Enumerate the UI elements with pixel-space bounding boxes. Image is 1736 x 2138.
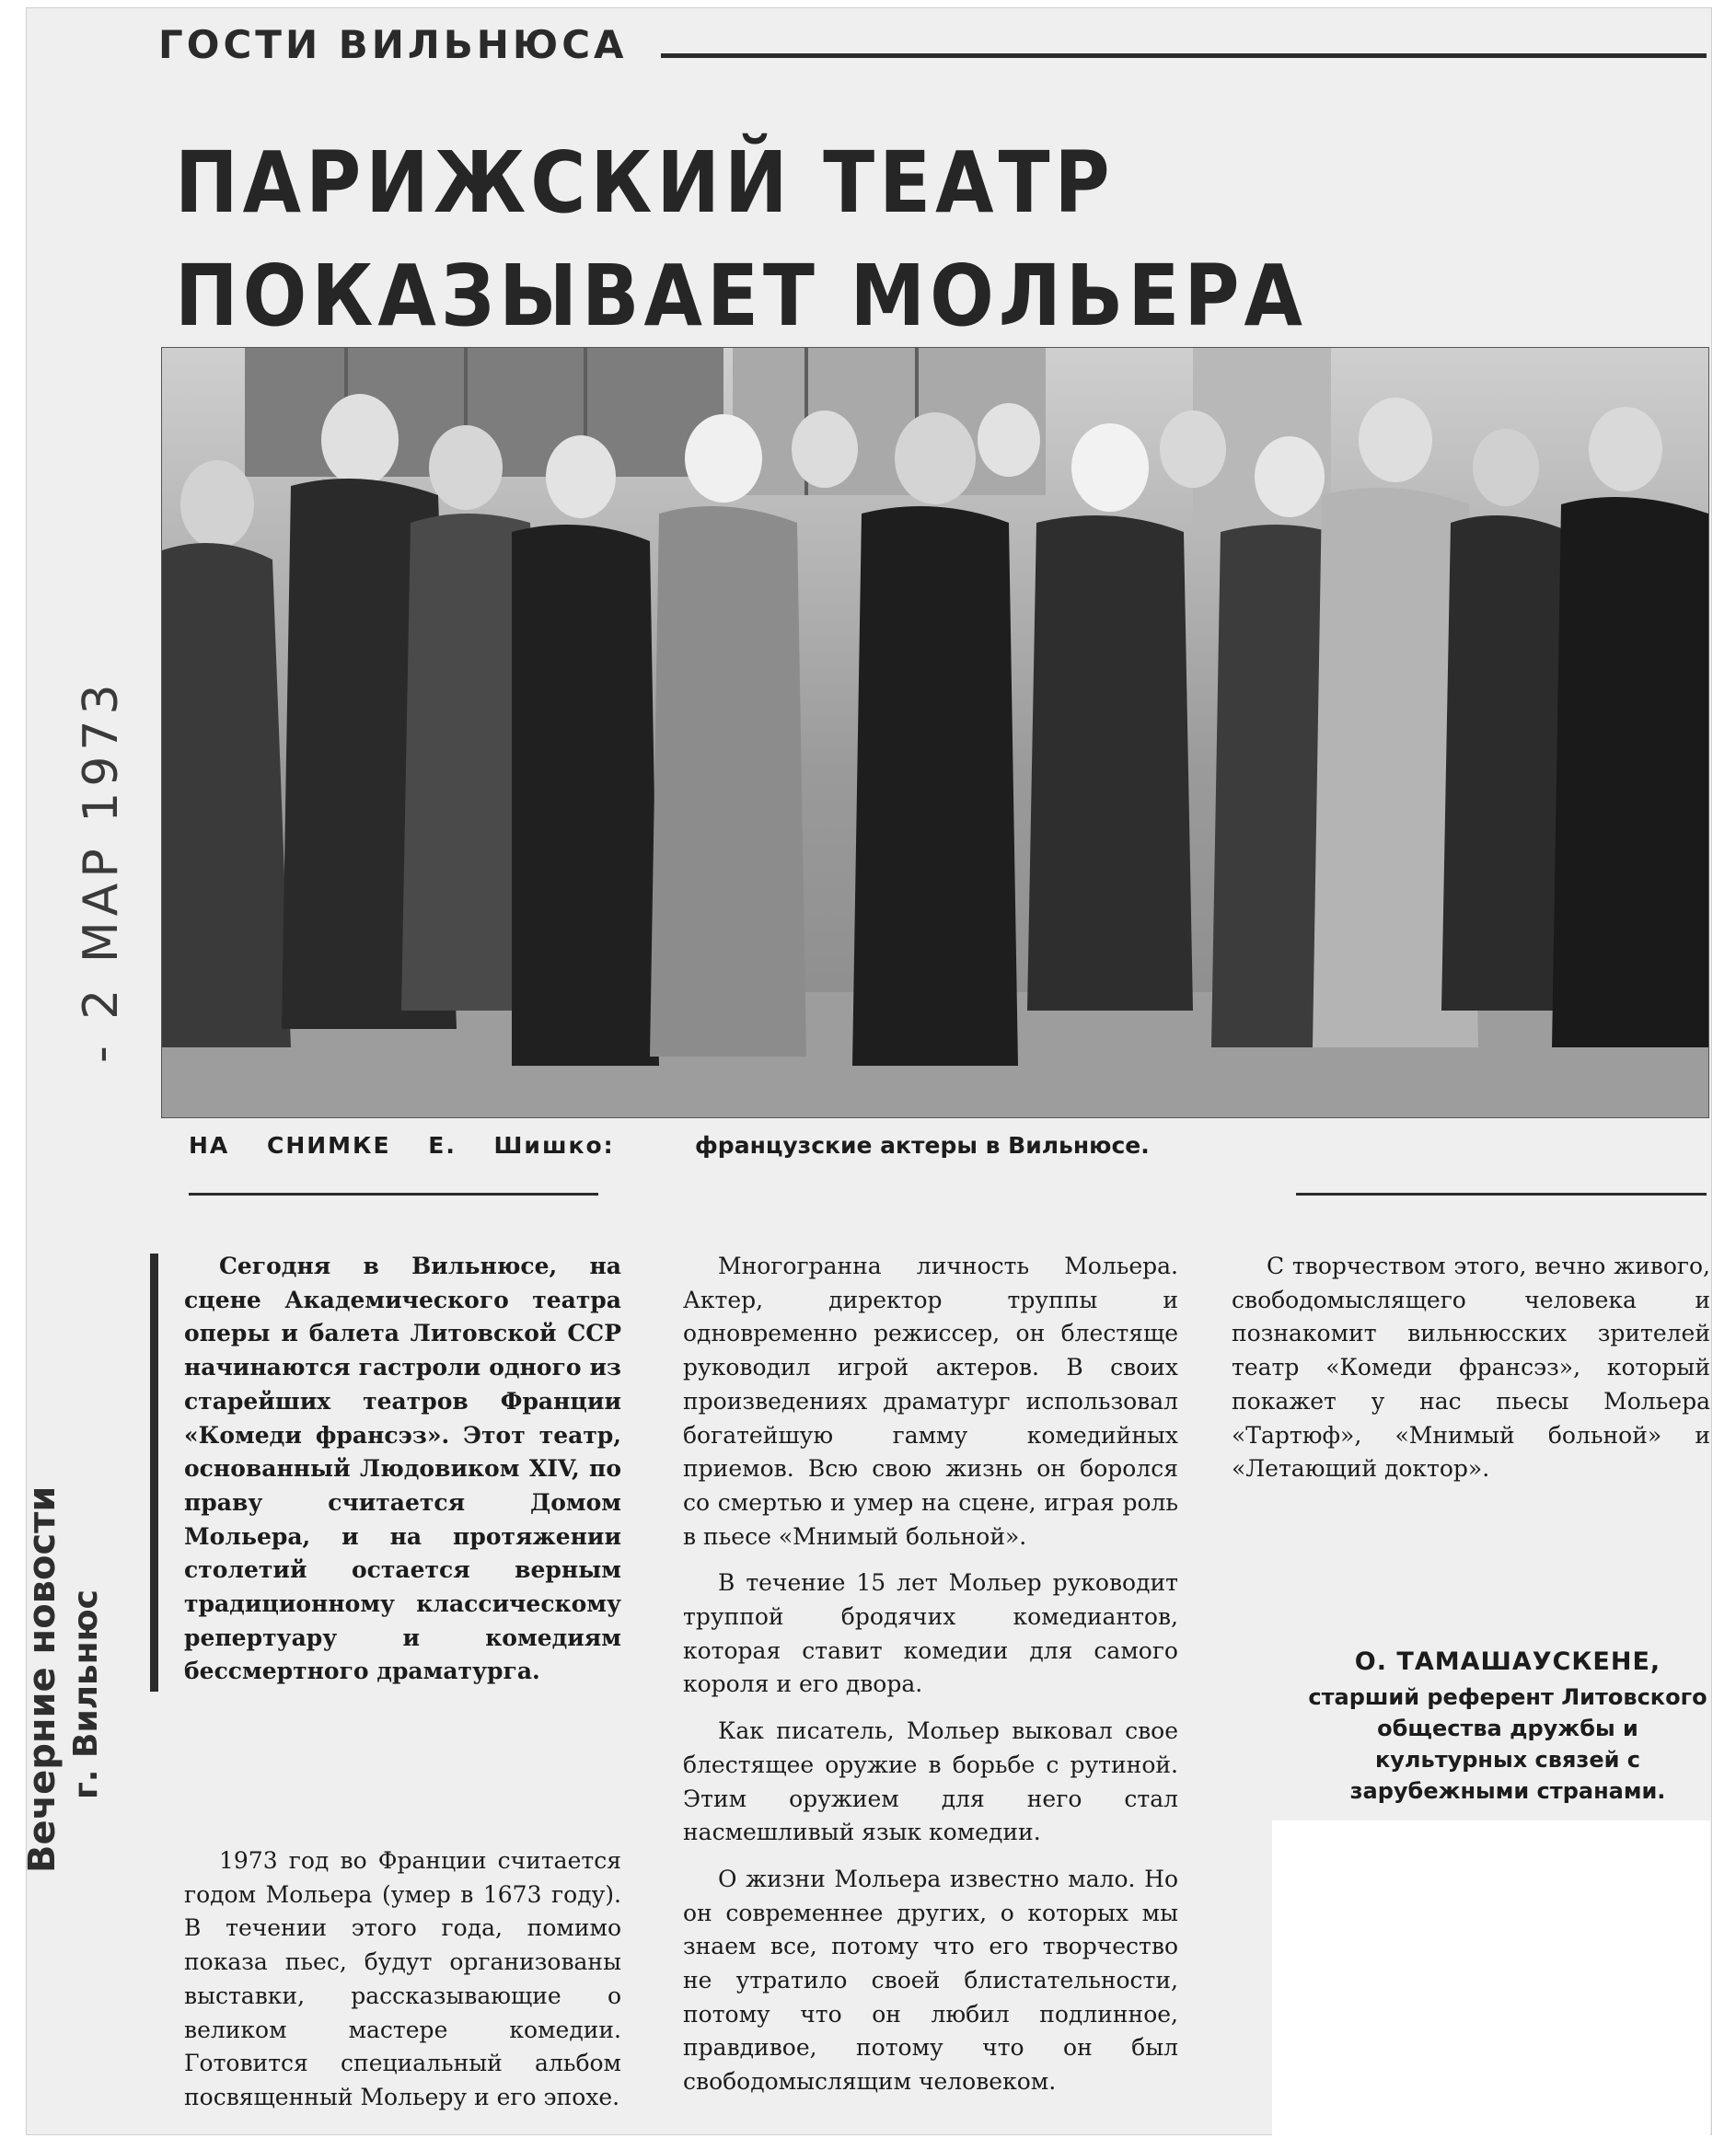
- article-lead: Сегодня в Вильнюсе, на сцене Академического театра оперы и балета Литовской ССР начинаются гастроли одного из старейших театров Франции «Комеди франсэз». Этот театр, основанный Людовиком XIV, по праву считается Домом Мольера, и на протяжении столетий остается верным традиционному классическому репертуару и комедиям бессмертного драматурга.: [184, 1253, 621, 1685]
- article-column-3: [1232, 1250, 1710, 1486]
- rubric: ГОСТИ ВИЛЬНЮСА: [158, 22, 628, 67]
- author-signature: [1305, 1647, 1710, 1807]
- source-stamp: [20, 1486, 109, 1873]
- article-column-1b: [184, 1844, 621, 2115]
- source-stamp-city: г. Вильнюс: [67, 1589, 105, 1799]
- date-stamp: - 2 МАР 1973: [74, 678, 129, 1063]
- article-paragraph: 1973 год во Франции считается годом Мольера (умер в 1673 году). В течении этого года, помимо показа пьес, будут организованы выставки, рассказывающие о великом мастере комедии. Готовится специальный альбом посвященный Мольеру и его эпохе.: [184, 1847, 621, 2110]
- article-paragraph: Многогранна личность Мольера. Актер, директор труппы и одновременно режиссер, он блестяще руководил игрой актеров. В своих произведениях драматург использовал богатейшую гамму комедийных приемов. Всю свою жизнь он боролся со смертью и умер на сцене, играя роль в пьесе «Мнимый больной».: [683, 1253, 1178, 1550]
- blank-paper-area: [1272, 1820, 1710, 2138]
- headline: ПАРИЖСКИЙ ТЕАТР ПОКАЗЫВАЕТ МОЛЬЕРА: [175, 133, 1307, 346]
- photo-caption-text: французские актеры в Вильнюсе.: [695, 1132, 1150, 1159]
- group-photo-icon: [162, 348, 1708, 1117]
- caption-rule-right: [1296, 1193, 1707, 1196]
- article-paragraph: Как писатель, Мольер выковал свое блестящее оружие в борьбе с рутиной. Этим оружием для него стал насмешливый язык комедии.: [683, 1717, 1178, 1846]
- source-stamp-newspaper: Вечерние новости: [21, 1485, 64, 1873]
- author-position: старший референт Литовского общества дружбы и культурных связей с зарубежными странами.: [1308, 1684, 1707, 1804]
- caption-rule-left: [189, 1193, 598, 1196]
- lead-side-bar: [150, 1254, 158, 1692]
- article-paragraph: В течение 15 лет Мольер руководит труппой бродячих комедиантов, которая ставит комедии для самого короля и его двора.: [683, 1569, 1178, 1698]
- photo-caption-credit: НА СНИМКЕ Е. Шишко:: [189, 1132, 615, 1159]
- rubric-rule: [661, 53, 1707, 58]
- article-column-1: [184, 1250, 621, 1689]
- article-paragraph: С творчеством этого, вечно живого, свободомыслящего человека и познакомит вильнюсских зрителей театр «Комеди франсэз», который покажет у нас пьесы Мольера «Тартюф», «Мнимый больной» и «Летающий доктор».: [1232, 1253, 1710, 1483]
- article-column-2: [683, 1250, 1178, 2099]
- article-paragraph: О жизни Мольера известно мало. Но он современнее других, о которых мы знаем все, потому что его творчество не утратило своей блистательности, потому что он любил подлинное, правдивое, потому что он был свободомыслящим человеком.: [683, 1865, 1178, 2096]
- group-photo: [161, 347, 1709, 1118]
- author-name: О. ТАМАШАУСКЕНЕ,: [1354, 1647, 1661, 1676]
